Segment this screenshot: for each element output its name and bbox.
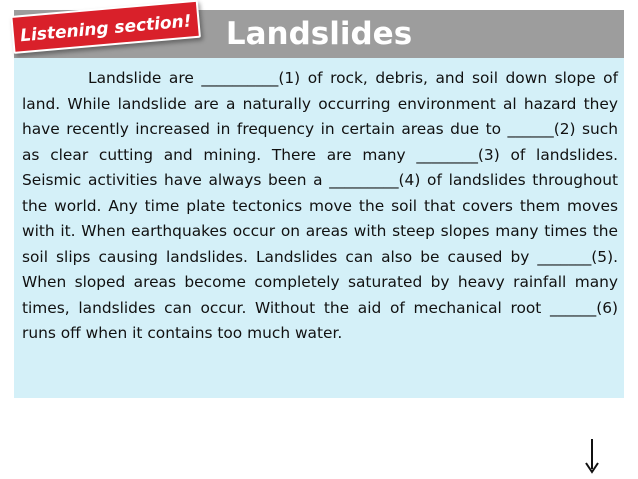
text-box [14, 58, 624, 398]
cloze-paragraph: Landslide are __________(1) of rock, debris, and soil down slope of land. While landslide are a naturally occurring environment al hazard they have recently increased in frequency in certain areas due to ______(2) such as clear cutting and mining. There are many ________(3) of landslides. Seismic activities have always been a _________(4) of landslides throughout the world. Any time plate tectonics move the soil that covers them moves with it. When earthquakes occur on areas with steep slopes many times the soil slips causing landslides. Landslides can also be caused by _______(5). When sloped areas become completely saturated by heavy rainfall many times, landslides can occur. Without the aid of mechanical root ______(6) runs off when it contains too much water. [22, 69, 618, 342]
down-arrow-icon[interactable] [582, 438, 602, 474]
listening-section-tag: Listening section! [10, 0, 201, 54]
slide-title: Landslides [225, 16, 413, 52]
